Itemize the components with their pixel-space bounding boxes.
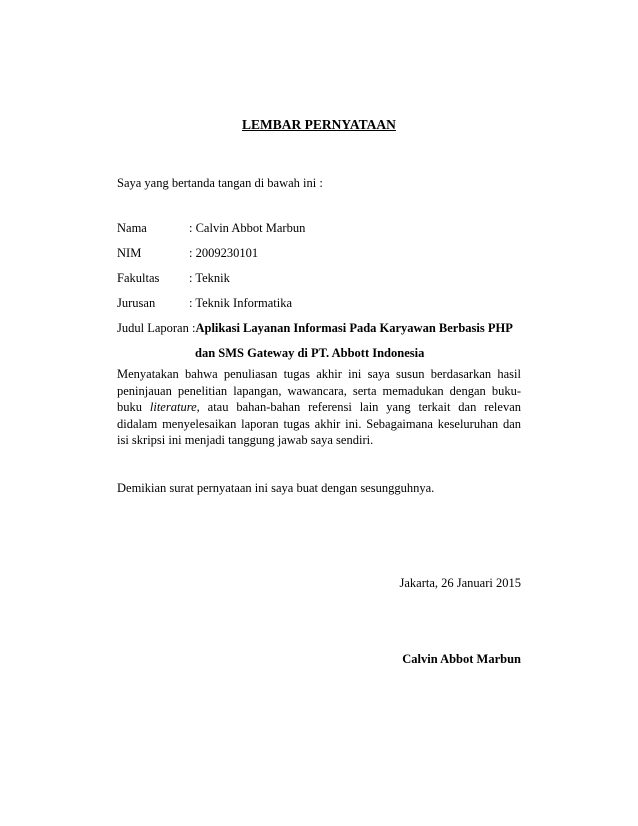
place-date: Jakarta, 26 Januari 2015 (399, 576, 521, 590)
intro-text: Saya yang bertanda tangan di bawah ini : (117, 176, 323, 190)
field-jurusan-value: : Teknik Informatika (189, 296, 293, 310)
statement-italic: literature (149, 400, 197, 415)
field-nama (117, 219, 305, 237)
document-title: LEMBAR PERNYATAAN (242, 117, 396, 132)
field-judul-label: Judul Laporan : (117, 321, 196, 335)
field-judul (117, 319, 513, 337)
field-judul-value-line2: dan SMS Gateway di PT. Abbott Indonesia (195, 346, 425, 360)
signer-name: Calvin Abbot Marbun (402, 652, 521, 666)
field-judul-value-line1: Aplikasi Layanan Informasi Pada Karyawan Berbasis PHP (195, 321, 513, 335)
statement-part1: Menyatakan bahwa penuliasan tugas akhir ini saya susun berdasarkan hasil peninjauan penelitian lapangan, wawancara, serta memadukan dengan buku-buku (117, 367, 521, 415)
field-nama-value: : Calvin Abbot Marbun (189, 221, 306, 235)
closing-text: Demikian surat pernyataan ini saya buat dengan sesungguhnya. (117, 481, 435, 495)
statement-part2: , atau bahan-bahan referensi lain yang terkait dan relevan didalam menyelesaikan laporan tugas akhir ini. Sebagaimana keseluruhan dan isi skripsi ini menjadi tanggung jawab saya sendiri. (117, 400, 521, 448)
field-fakultas-label: Fakultas (117, 271, 160, 285)
statement-paragraph (117, 366, 521, 449)
field-nama-label: Nama (117, 221, 147, 235)
field-fakultas-value: : Teknik (189, 271, 230, 285)
field-nim (117, 244, 258, 262)
field-nim-value: : 2009230101 (189, 246, 259, 260)
field-jurusan (117, 294, 292, 312)
field-fakultas (117, 269, 230, 287)
field-jurusan-label: Jurusan (117, 296, 156, 310)
field-nim-label: NIM (117, 246, 142, 260)
